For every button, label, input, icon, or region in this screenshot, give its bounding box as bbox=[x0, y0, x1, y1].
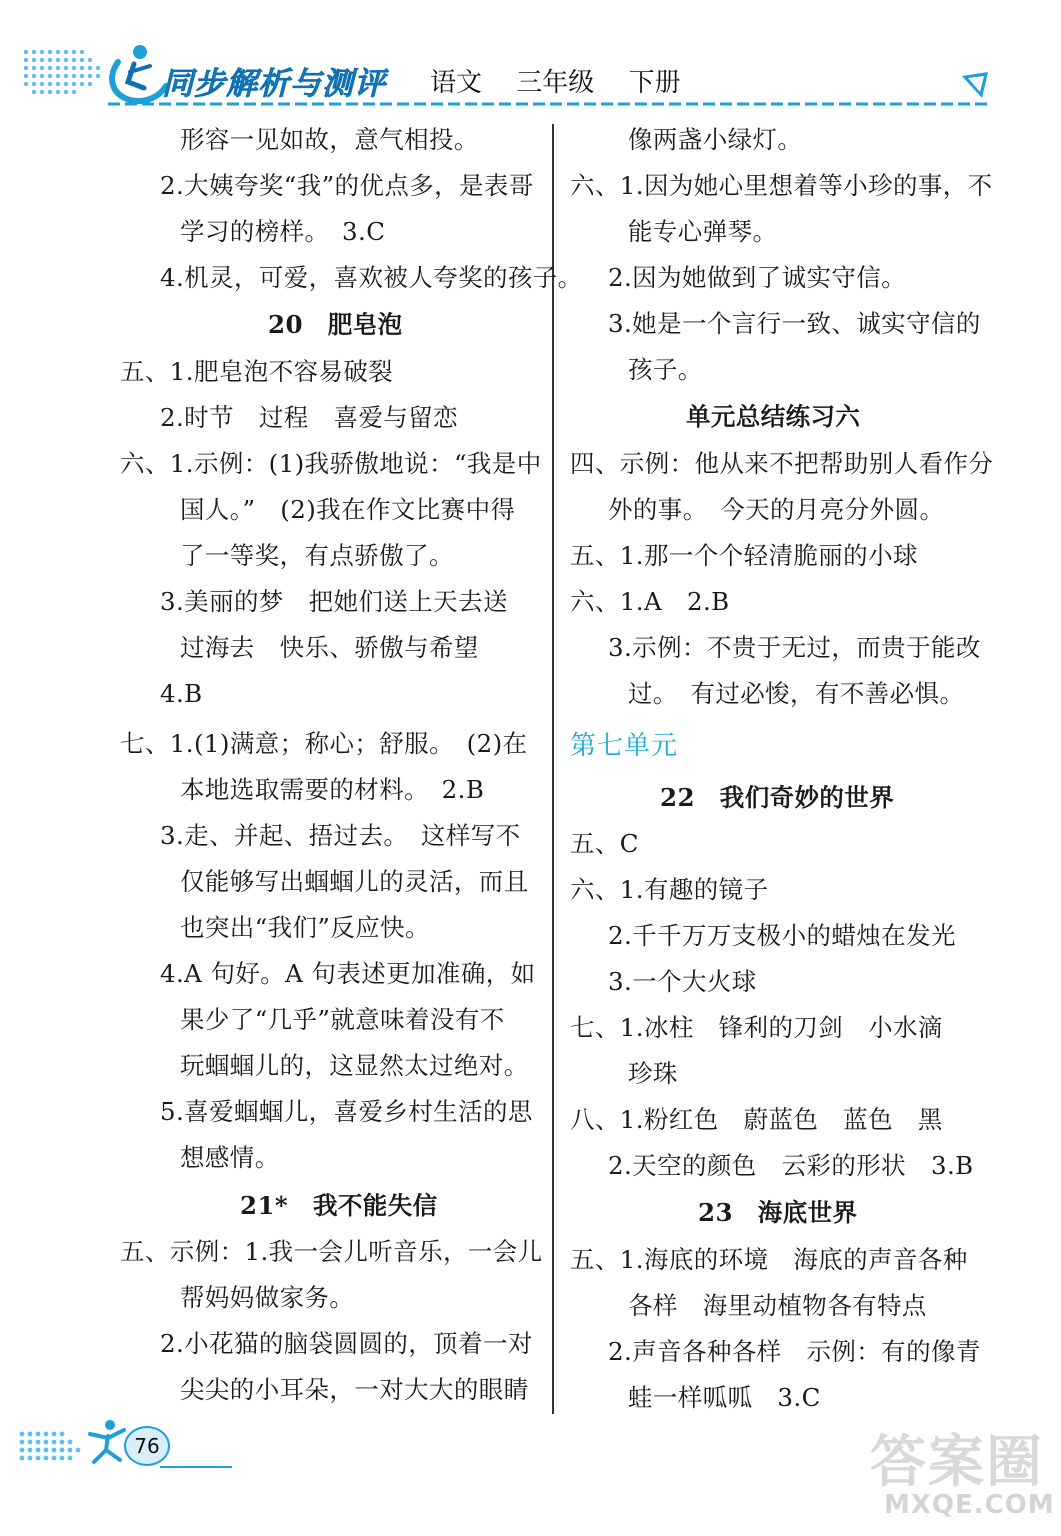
answer-line: 2.小花猫的脑袋圆圆的，顶着一对 bbox=[160, 1329, 533, 1358]
runner-logo-icon bbox=[100, 42, 170, 108]
answer-line: 七、1.(1)满意；称心；舒服。 (2)在 bbox=[120, 729, 528, 758]
answer-line: 珍珠 bbox=[628, 1059, 678, 1088]
subject-label: 语文 bbox=[430, 68, 483, 98]
answer-line: 了一等奖，有点骄傲了。 bbox=[180, 541, 454, 570]
column-divider bbox=[552, 124, 554, 1414]
answer-line: 3.走、并起、捂过去。 这样写不 bbox=[160, 821, 521, 850]
answer-line: 八、1.粉红色 蔚蓝色 蓝色 黑 bbox=[570, 1105, 943, 1134]
watermark-text: 答案圈 bbox=[870, 1430, 1044, 1495]
answer-line: 五、示例：1.我一会儿听音乐，一会儿 bbox=[120, 1237, 543, 1266]
answer-line: 3.美丽的梦 把她们送上天去送 bbox=[160, 587, 508, 616]
grade-label: 三年级 bbox=[516, 68, 595, 98]
brand-title: 同步解析与测评 bbox=[162, 66, 386, 102]
answer-line: 学习的榜样。 3.C bbox=[180, 217, 386, 246]
answer-line: 3.示例：不贵于无过，而贵于能改 bbox=[608, 633, 981, 662]
answer-line: 3.她是一个言行一致、诚实守信的 bbox=[608, 309, 981, 338]
watermark-url: MXQE.COM bbox=[884, 1490, 1055, 1520]
answer-line: 孩子。 bbox=[628, 355, 703, 384]
answer-line: 七、1.冰柱 锋利的刀剑 小水滴 bbox=[570, 1013, 943, 1042]
volume-label: 下册 bbox=[628, 68, 681, 98]
site-watermark bbox=[870, 1418, 1055, 1526]
answer-line: 五、C bbox=[570, 829, 639, 858]
unit-summary-heading: 单元总结练习六 bbox=[686, 402, 861, 431]
answer-line: 尖尖的小耳朵，一对大大的眼睛 bbox=[180, 1375, 529, 1404]
answer-line: 想感情。 bbox=[180, 1143, 280, 1172]
answer-line: 像两盏小绿灯。 bbox=[628, 125, 803, 154]
page-number: 76 bbox=[124, 1426, 170, 1466]
answer-line: 也突出“我们”反应快。 bbox=[180, 913, 430, 942]
jumping-figure-icon bbox=[84, 1418, 130, 1466]
answer-line: 本地选取需要的材料。 2.B bbox=[180, 775, 485, 804]
answer-line: 玩蝈蝈儿的，这显然太过绝对。 bbox=[180, 1051, 529, 1080]
answer-line: 六、1.有趣的镜子 bbox=[570, 875, 769, 904]
answer-line: 五、1.那一个个轻清脆丽的小球 bbox=[570, 541, 918, 570]
dot-grid-decoration bbox=[22, 48, 106, 98]
book-info bbox=[430, 62, 707, 99]
answer-line: 六、1.示例：(1)我骄傲地说：“我是中 bbox=[120, 449, 542, 478]
lesson-heading: 20 肥皂泡 bbox=[268, 310, 403, 339]
answer-line: 六、1.因为她心里想着等小珍的事，不 bbox=[570, 171, 993, 200]
answer-line: 2.大姨夸奖“我”的优点多，是表哥 bbox=[160, 171, 534, 200]
answer-line: 4.B bbox=[160, 679, 203, 708]
answer-line: 国人。” (2)我在作文比赛中得 bbox=[180, 495, 516, 524]
answer-line: 帮妈妈做家务。 bbox=[180, 1283, 355, 1312]
unit-title: 第七单元 bbox=[570, 731, 679, 761]
answer-line: 果少了“几乎”就意味着没有不 bbox=[180, 1005, 505, 1034]
answer-line: 蛙一样呱呱 3.C bbox=[628, 1383, 821, 1412]
page-header bbox=[0, 0, 1061, 120]
answer-line: 能专心弹琴。 bbox=[628, 217, 778, 246]
answer-line: 形容一见如故，意气相投。 bbox=[180, 125, 479, 154]
answer-line: 四、示例：他从来不把帮助别人看作分 bbox=[570, 449, 994, 478]
answer-line: 过海去 快乐、骄傲与希望 bbox=[180, 633, 479, 662]
answer-line: 外的事。 今天的月亮分外圆。 bbox=[608, 495, 945, 524]
answer-line: 过。 有过必悛，有不善必惧。 bbox=[628, 679, 965, 708]
header-corner-arrow-icon bbox=[960, 68, 994, 102]
answer-line: 五、1.肥皂泡不容易破裂 bbox=[120, 357, 394, 386]
answer-line: 3.一个大火球 bbox=[608, 967, 757, 996]
answer-line: 4.A 句好。A 句表述更加准确，如 bbox=[160, 959, 536, 988]
answer-line: 2.时节 过程 喜爱与留恋 bbox=[160, 403, 459, 432]
lesson-heading: 21* 我不能失信 bbox=[240, 1191, 438, 1220]
answer-line: 2.因为她做到了诚实守信。 bbox=[608, 263, 907, 292]
footer-rule bbox=[160, 1466, 232, 1468]
lesson-heading: 23 海底世界 bbox=[698, 1198, 858, 1227]
answer-line: 各样 海里动植物各有特点 bbox=[628, 1291, 927, 1320]
answer-line: 六、1.A 2.B bbox=[570, 587, 730, 616]
answer-line: 2.天空的颜色 云彩的形状 3.B bbox=[608, 1151, 974, 1180]
answer-line: 2.千千万万支极小的蜡烛在发光 bbox=[608, 921, 956, 950]
answer-line: 4.机灵，可爱，喜欢被人夸奖的孩子。 bbox=[160, 263, 583, 292]
answer-line: 仅能够写出蝈蝈儿的灵活，而且 bbox=[180, 867, 529, 896]
answer-line: 五、1.海底的环境 海底的声音各种 bbox=[570, 1245, 968, 1274]
lesson-heading: 22 我们奇妙的世界 bbox=[660, 783, 895, 812]
answer-line: 5.喜爱蝈蝈儿，喜爱乡村生活的思 bbox=[160, 1097, 533, 1126]
answer-line: 2.声音各种各样 示例：有的像青 bbox=[608, 1337, 981, 1366]
header-dashed-rule bbox=[108, 100, 988, 108]
